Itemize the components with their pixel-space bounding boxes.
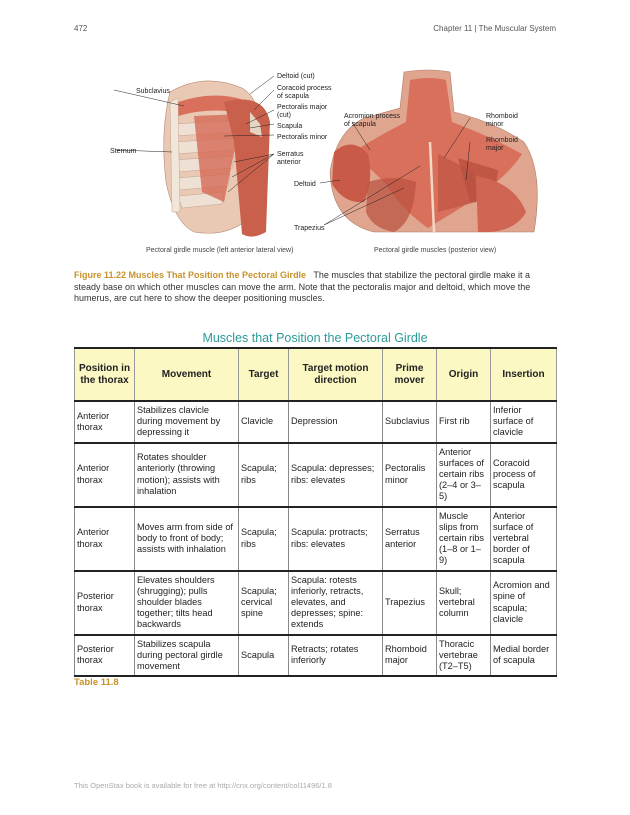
label-pec-minor: Pectoralis minor — [277, 134, 328, 141]
table-cell: Trapezius — [383, 571, 437, 635]
table-cell: Anterior thorax — [75, 401, 135, 443]
label-deltoid-cut: Deltoid (cut) — [277, 73, 315, 80]
figure-caption — [74, 270, 556, 305]
table-row — [75, 507, 557, 571]
label-trapezius: Trapezius — [294, 225, 325, 232]
label-rhomboid-major-2: major — [486, 145, 504, 152]
table-cell: First rib — [437, 401, 491, 443]
table-cell: Coracoid process of scapula — [491, 443, 557, 507]
label-acromion-1: Acromion process — [344, 113, 401, 120]
table-cell: Posterior thorax — [75, 635, 135, 677]
table-cell: Muscle slips from certain ribs (1–8 or 1–9) — [437, 507, 491, 571]
table-cell: Inferior surface of clavicle — [491, 401, 557, 443]
label-rhomboid-minor-1: Rhomboid — [486, 113, 518, 120]
caption-text: The muscles that stabilize the pectoral girdle make it a steady base on which other muscles can move the arm. Note that the pectoralis major and deltoid, which move the humerus, are cut here to show the deeper positioning muscles. — [74, 270, 531, 303]
table-header-row — [75, 348, 557, 401]
table-cell: Acromion and spine of scapula; clavicle — [491, 571, 557, 635]
subcaption-right: Pectoral girdle muscles (posterior view) — [374, 247, 497, 254]
header-origin: Origin — [437, 348, 491, 401]
table-row — [75, 401, 557, 443]
posterior-view-illustration — [320, 70, 537, 232]
label-deltoid: Deltoid — [294, 181, 316, 188]
footer-note: This OpenStax book is available for free at http://cnx.org/content/col11496/1.8 — [74, 781, 332, 790]
header-position: Position in the thorax — [75, 348, 135, 401]
table-cell: Scapula: protracts; ribs: elevates — [289, 507, 383, 571]
table-cell: Pectoralis minor — [383, 443, 437, 507]
table-cell: Scapula: rotests inferiorly, retracts, elevates, and depresses; spine: extends — [289, 571, 383, 635]
table-row — [75, 635, 557, 677]
label-coracoid-2: of scapula — [277, 93, 309, 100]
label-coracoid-1: Coracoid process — [277, 85, 332, 92]
table-row — [75, 443, 557, 507]
table-cell: Serratus anterior — [383, 507, 437, 571]
table-row — [75, 571, 557, 635]
caption-label: Figure 11.22 Muscles That Position the Pectoral Girdle — [74, 270, 307, 280]
header-insertion: Insertion — [491, 348, 557, 401]
label-subclavius: Subclavius — [136, 88, 170, 95]
table-cell: Thoracic vertebrae (T2–T5) — [437, 635, 491, 677]
table-cell: Rhomboid major — [383, 635, 437, 677]
table-cell: Anterior surfaces of certain ribs (2–4 or 3–5) — [437, 443, 491, 507]
table-cell: Skull; vertebral column — [437, 571, 491, 635]
header-target: Target — [239, 348, 289, 401]
subcaption-left: Pectoral girdle muscle (left anterior lateral view) — [146, 247, 294, 254]
table-cell: Anterior thorax — [75, 443, 135, 507]
table-cell: Moves arm from side of body to front of body; assists with inhalation — [135, 507, 239, 571]
header-prime-mover: Prime mover — [383, 348, 437, 401]
label-rhomboid-major-1: Rhomboid — [486, 137, 518, 144]
muscles-table — [74, 347, 557, 677]
page-number: 472 — [74, 24, 88, 33]
table-label: Table 11.8 — [74, 677, 119, 688]
label-rhomboid-minor-2: minor — [486, 121, 504, 128]
table-cell: Scapula; ribs — [239, 443, 289, 507]
table-cell: Stabilizes scapula during pectoral girdle movement — [135, 635, 239, 677]
header-target-motion: Target motion direction — [289, 348, 383, 401]
label-scapula: Scapula — [277, 123, 303, 130]
chapter-header: Chapter 11 | The Muscular System — [433, 24, 556, 33]
table-cell: Retracts; rotates inferiorly — [289, 635, 383, 677]
table-cell: Anterior surface of vertebral border of scapula — [491, 507, 557, 571]
table-cell: Clavicle — [239, 401, 289, 443]
table-cell: Scapula: depresses; ribs: elevates — [289, 443, 383, 507]
table-cell: Anterior thorax — [75, 507, 135, 571]
header-movement: Movement — [135, 348, 239, 401]
table-cell: Rotates shoulder anteriorly (throwing motion); assists with inhalation — [135, 443, 239, 507]
table-cell: Scapula — [239, 635, 289, 677]
anatomy-figure — [74, 62, 556, 262]
table-cell: Medial border of scapula — [491, 635, 557, 677]
table-cell: Subclavius — [383, 401, 437, 443]
table-cell: Stabilizes clavicle during movement by depressing it — [135, 401, 239, 443]
label-pec-major-1: Pectoralis major — [277, 104, 328, 111]
table-cell: Elevates shoulders (shrugging); pulls shoulder blades together; tilts head backwards — [135, 571, 239, 635]
label-pec-major-2: (cut) — [277, 112, 291, 119]
label-serratus-1: Serratus — [277, 151, 304, 158]
anatomy-illustration — [74, 62, 556, 262]
table-cell: Depression — [289, 401, 383, 443]
label-serratus-2: anterior — [277, 159, 301, 166]
label-sternum: Sternum — [110, 148, 137, 155]
anterior-view-illustration — [114, 76, 274, 237]
table-title: Muscles that Position the Pectoral Girdle — [202, 331, 428, 345]
table-cell: Scapula; cervical spine — [239, 571, 289, 635]
table-cell: Scapula; ribs — [239, 507, 289, 571]
table-cell: Posterior thorax — [75, 571, 135, 635]
label-acromion-2: of scapula — [344, 121, 376, 128]
